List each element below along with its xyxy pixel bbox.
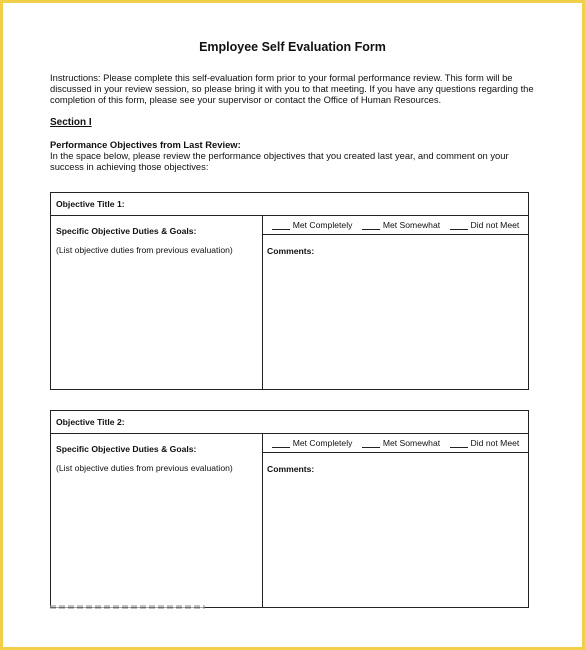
rating-met-somewhat[interactable] bbox=[362, 438, 440, 448]
objective-title-field[interactable]: Objective Title 2: bbox=[51, 411, 528, 434]
rating-label: Met Somewhat bbox=[382, 220, 441, 230]
duties-field[interactable] bbox=[51, 434, 263, 607]
rating-met-completely[interactable] bbox=[272, 438, 353, 448]
rating-label: Did not Meet bbox=[470, 220, 520, 230]
page-cut-artifact bbox=[50, 605, 205, 609]
rating-blank[interactable] bbox=[272, 439, 290, 448]
rating-row bbox=[263, 216, 528, 235]
objective-title-field[interactable]: Objective Title 1: bbox=[51, 193, 528, 216]
assessment-column bbox=[263, 434, 528, 607]
list-note: (List objective duties from previous evaluation) bbox=[56, 463, 233, 473]
rating-label: Met Completely bbox=[292, 438, 353, 448]
list-note: (List objective duties from previous evaluation) bbox=[56, 245, 233, 255]
comments-label: Comments: bbox=[267, 246, 315, 256]
duties-field[interactable] bbox=[51, 216, 263, 389]
rating-label: Met Somewhat bbox=[382, 438, 441, 448]
assessment-column bbox=[263, 216, 528, 389]
duties-label: Specific Objective Duties & Goals: bbox=[56, 226, 197, 236]
rating-label: Met Completely bbox=[292, 220, 353, 230]
rating-met-somewhat[interactable] bbox=[362, 220, 440, 230]
objective-box-1 bbox=[50, 192, 529, 390]
performance-heading: Performance Objectives from Last Review: bbox=[50, 139, 241, 150]
rating-blank[interactable] bbox=[362, 439, 380, 448]
rating-blank[interactable] bbox=[450, 439, 468, 448]
performance-text: In the space below, please review the performance objectives that you created last year, and comment on your success in achieving those objectives: bbox=[50, 150, 509, 173]
rating-blank[interactable] bbox=[362, 221, 380, 230]
rating-row bbox=[263, 434, 528, 453]
form-title: Employee Self Evaluation Form bbox=[199, 40, 386, 54]
rating-did-not-meet[interactable] bbox=[450, 438, 520, 448]
comments-label: Comments: bbox=[267, 464, 315, 474]
instructions-text: Instructions: Please complete this self-evaluation form prior to your formal performance review. This form will be discussed in your review session, so please bring it with you to that meeting. If you have any questions regarding the completion of this form, please see your supervisor or contact the Office of Human Resources. bbox=[50, 72, 534, 106]
form-page bbox=[3, 3, 582, 647]
rating-did-not-meet[interactable] bbox=[450, 220, 520, 230]
rating-blank[interactable] bbox=[272, 221, 290, 230]
duties-label: Specific Objective Duties & Goals: bbox=[56, 444, 197, 454]
rating-blank[interactable] bbox=[450, 221, 468, 230]
section-heading: Section I bbox=[50, 117, 92, 128]
objective-box-2 bbox=[50, 410, 529, 608]
rating-met-completely[interactable] bbox=[272, 220, 353, 230]
rating-label: Did not Meet bbox=[470, 438, 520, 448]
